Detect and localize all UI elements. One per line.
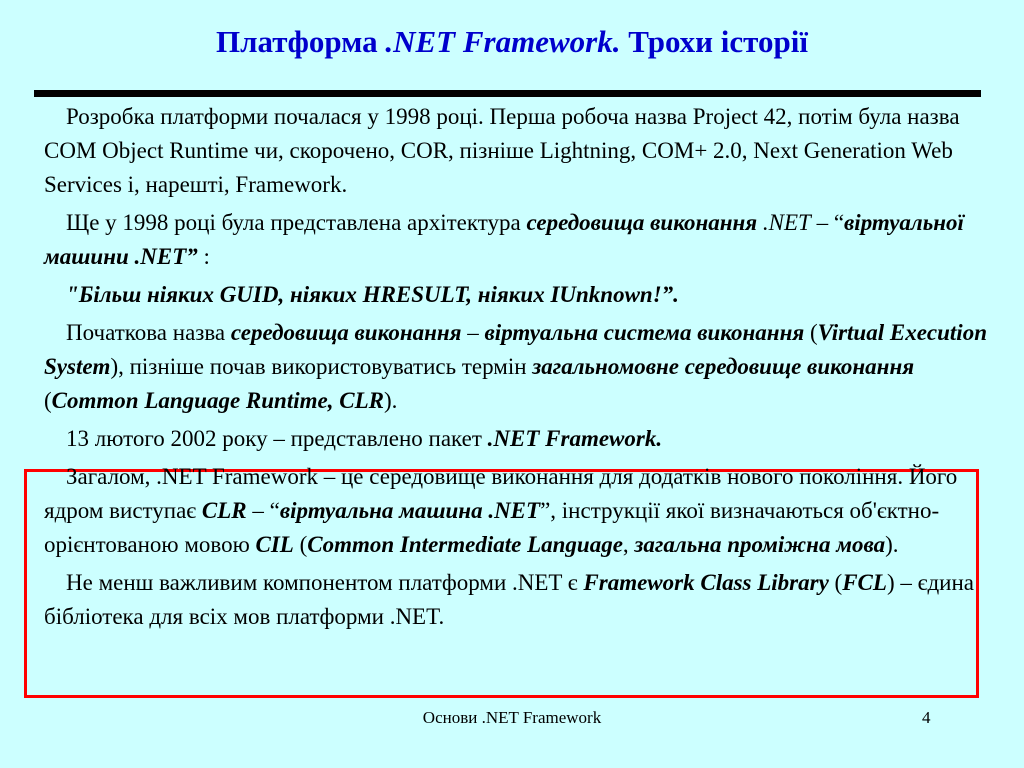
page-number: 4 [922,708,931,727]
paragraph-release-date: 13 лютого 2002 року – представлено пакет .NET Framework. [66,426,663,451]
title-divider [34,90,981,97]
paragraph-architecture: Ще у 1998 році була представлена архітектура середовища виконання .NET – “віртуальної машини .NET” : [44,210,964,269]
title-part-2: .NET Framework. [385,24,621,59]
paragraph-history-names: Розробка платформи почалася у 1998 році. Перша робоча назва Project 42, потім була назва COM Object Runtime чи, скорочено, COR, пізніше Lightning, COM+ 2.0, Next Generation Web Services і, нарешті, Framework. [44,104,960,197]
paragraph-clr-overview: Загалом, .NET Framework – це середовище виконання для додатків нового покоління. Його ядром виступає CLR – “віртуальна машина .NET”, інструкції якої визначаються об'єктно-орієнтованою мовою CIL (Common Intermediate Language, загальна проміжна мова). [44,464,958,557]
footer-title: Основи .NET Framework [422,708,602,727]
slide-body [44,100,1012,638]
paragraph-fcl: Не менш важливим компонентом платформи .NET є Framework Class Library (FCL) – єдина бібліотека для всіх мов платформи .NET. [44,570,975,629]
title-part-1: Платформа [216,24,386,59]
paragraph-quote: "Більш ніяких GUID, ніяких HRESULT, ніяких IUnknown!”. [66,282,679,307]
paragraph-initial-name: Початкова назва середовища виконання – віртуальна система виконання (Virtual Execution System), пізніше почав використовуватись термін загальномовне середовище виконання (Common Language Runtime, CLR). [44,320,987,413]
title-part-3: Трохи історії [620,24,808,59]
slide-title [0,24,1024,60]
